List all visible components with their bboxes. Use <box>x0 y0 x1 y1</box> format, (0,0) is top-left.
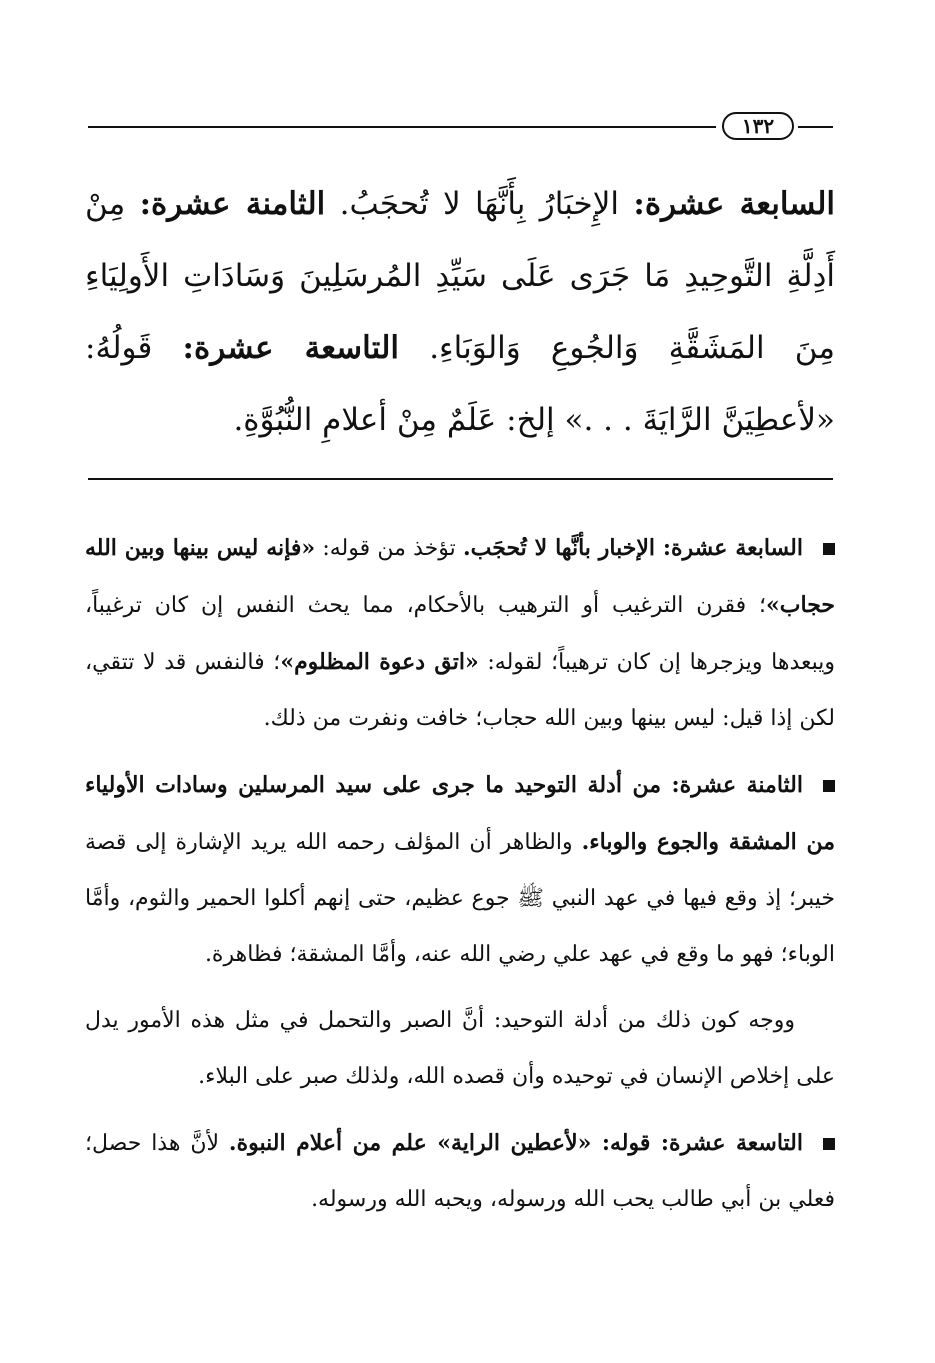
commentary-17-quote-1: «فإنه ليس بينها وبين الله حجاب» <box>85 535 835 618</box>
section-divider <box>88 478 833 480</box>
matn-issue-19-text: قَولُهُ: «لأعطِيَنَّ الرَّايَةَ . . .» إلخ: عَلَمٌ مِنْ أعلامِ النُّبُوَّةِ. <box>85 330 835 438</box>
commentary-17-text-1: تؤخذ من قوله: <box>322 536 456 561</box>
commentary-17-text-2: ؛ فقرن الترغيب أو الترهيب بالأحكام، مما يحث النفس إن كان ترغيباً، ويبعدها ويزجرها إن كان ترهيباً؛ لقوله: <box>85 593 836 675</box>
matn-issue-18-text: مِنْ أَدِلَّةِ التَّوحِيدِ مَا جَرَى عَلَى سَيِّدِ المُرسَلِينَ وَسَادَاتِ الأَولِيَاءِ مِنَ المَشَقَّةِ وَالجُوعِ وَالوَبَاءِ. <box>85 186 835 366</box>
commentary-paragraph-17 <box>85 520 835 747</box>
commentary-paragraph-19 <box>85 1115 835 1228</box>
matn-issue-17-text: الإِخبَارُ بِأَنَّهَا لا تُحجَبُ. <box>339 186 620 222</box>
square-bullet-icon <box>823 780 835 792</box>
matn-issue-19-label: التاسعة عشرة: <box>182 330 400 366</box>
commentary-19-heading: التاسعة عشرة: قوله: «لأعطين الراية» علم من أعلام النبوة. <box>228 1130 803 1156</box>
commentary <box>85 520 835 1238</box>
commentary-paragraph-18b <box>85 993 835 1105</box>
commentary-17-text-3: ؛ فالنفس قد لا تتقي، لكن إذا قيل: ليس بينها وبين الله حجاب؛ خافت ونفرت من ذلك. <box>85 650 835 731</box>
commentary-18b-text: ووجه كون ذلك من أدلة التوحيد: أنَّ الصبر والتحمل في مثل هذه الأمور يدل على إخلاص الإنسان في توحيده وأن قصده الله، ولذلك صبر على البلاء. <box>85 1008 835 1089</box>
commentary-17-quote-2: «اتق دعوة المظلوم» <box>280 649 479 675</box>
header-rule-left <box>88 126 716 128</box>
square-bullet-icon <box>823 1138 835 1150</box>
page-header <box>88 112 833 142</box>
commentary-17-heading: السابعة عشرة: الإخبار بأنَّها لا تُحجَب. <box>462 535 803 561</box>
header-rule-right <box>798 126 833 128</box>
matn-paragraph <box>85 168 835 456</box>
matn-issue-18-label: الثامنة عشرة: <box>139 186 326 222</box>
commentary-18-heading: الثامنة عشرة: من أدلة التوحيد ما جرى على سيد المرسلين وسادات الأولياء من المشقة والجوع والوباء. <box>85 772 835 855</box>
main-text <box>85 168 835 456</box>
matn-issue-17-label: السابعة عشرة: <box>633 186 836 222</box>
commentary-18-text: والظاهر أن المؤلف رحمه الله يريد الإشارة إلى قصة خيبر؛ إذ وقع فيها في عهد النبي ﷺ جوع عظيم، حتى إنهم أكلوا الحمير والثوم، وأمَّا الوباء؛ فهو ما وقع في عهد علي رضي الله عنه، وأمَّا المشقة؛ فظاهرة. <box>85 830 835 967</box>
commentary-19-text: لأنَّ هذا حصل؛ فعلي بن أبي طالب يحب الله ورسوله، ويحبه الله ورسوله. <box>85 1131 835 1212</box>
commentary-paragraph-18 <box>85 757 835 983</box>
square-bullet-icon <box>823 543 835 555</box>
page-number: ١٣٢ <box>722 112 794 140</box>
